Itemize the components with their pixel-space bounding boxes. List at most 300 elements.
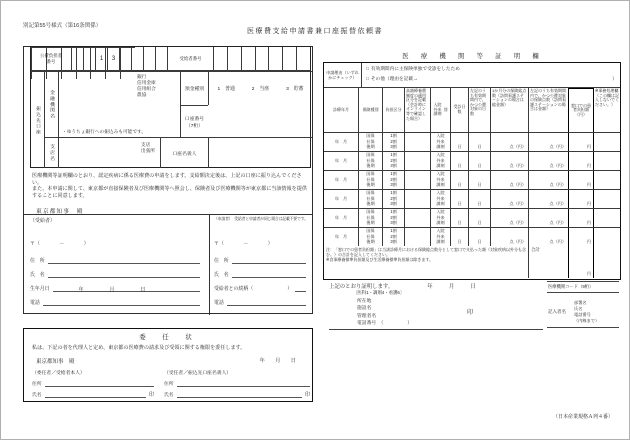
insurance-option: 国保 (366, 133, 375, 138)
care-option: 入院 (436, 190, 445, 195)
eligible-points-cell[interactable] (528, 228, 568, 246)
public-payer-digit-cell[interactable]: 3 (107, 47, 119, 70)
name-label: 氏 名 (30, 273, 45, 278)
reason-option-2[interactable] (366, 76, 418, 82)
eligible-days-cell[interactable] (468, 190, 490, 208)
office-use-cell (594, 228, 620, 246)
care-option: 調剤 (436, 239, 445, 245)
delegator-header: （委任者／受給者本人） (32, 371, 85, 376)
col-insurance-type: 保険種別 (358, 88, 382, 132)
kogaku-category-cell[interactable] (404, 171, 430, 189)
note-line: ※食事療養標準負担額及び生活療養標準負担額は除きます。 (326, 257, 434, 263)
eligible-days-cell[interactable] (468, 228, 490, 246)
reason-option-1[interactable] (366, 66, 460, 72)
burden-option: 1割 (390, 190, 397, 195)
postal-label: 〒（ － ） (214, 242, 273, 247)
burden-option: 3割 (390, 144, 397, 150)
recipient-digit-cell[interactable] (268, 47, 282, 70)
recipient-header: （受給者） (30, 218, 56, 224)
point-unit: 点（円） (549, 201, 566, 207)
applicant-column (214, 216, 310, 315)
burden-option: 3割 (390, 239, 397, 245)
total-points-cell[interactable] (490, 209, 528, 227)
number-row (31, 47, 310, 71)
paper-size-note: （日本産業規格Ａ列４番） (552, 414, 613, 420)
certification-month-row (324, 189, 620, 208)
seal-mark: 印 (304, 392, 310, 398)
reason-text: 有効期間内に主保険単独で受診をしたため (370, 66, 460, 71)
recipient-number-label: 受給者番号 (167, 47, 213, 70)
insurance-option: 国保 (366, 171, 375, 176)
seal-mark: 印 (148, 392, 154, 398)
office-use-cell (594, 171, 620, 189)
visit-days-cell[interactable] (450, 190, 468, 208)
care-option: 調剤 (436, 182, 445, 188)
year-unit: 年 (78, 288, 84, 293)
burden-option: 3割 (390, 201, 397, 207)
checkbox-icon[interactable]: □ (366, 76, 369, 81)
point-unit: 点（円） (509, 239, 526, 245)
treatment-month-cell[interactable]: 年 月 (334, 139, 348, 145)
insurance-option: 後期 (366, 182, 375, 188)
form-code: 別記第55号様式（第16条関係） (23, 23, 102, 29)
burden-option: 3割 (390, 220, 397, 226)
insurance-option: 国保 (366, 209, 375, 214)
kogaku-category-cell[interactable] (404, 228, 430, 246)
medical-code-field[interactable]: 医療機関コード（9桁） (547, 282, 619, 293)
col-treatment-month: 診療年月 (333, 106, 349, 112)
care-option: 入院 (436, 152, 445, 157)
divider (24, 214, 312, 215)
insurance-type-cell[interactable] (358, 190, 382, 208)
eligible-days-cell[interactable] (468, 133, 490, 151)
writer-block (547, 293, 619, 328)
transfer-account-label: 振込先口座 (31, 71, 44, 168)
address-label: 住 所 (30, 259, 45, 264)
application-reason-row (324, 63, 620, 87)
col-patient-payment: 窓口での患者負担額（円） (568, 88, 594, 132)
certify-statement (329, 282, 476, 290)
insurance-type-cell[interactable] (358, 171, 382, 189)
poa-governor-line: 東京都知事 殿 (36, 359, 75, 365)
office-use-footer-cell (594, 246, 620, 278)
visit-days-cell[interactable] (450, 228, 468, 246)
day-unit: 日 (457, 182, 462, 188)
writer-label: 記入者名 (548, 309, 566, 315)
col-office-use: ※事務処理欄（この欄は記入しないでください。） (595, 88, 619, 107)
insurance-type-cell[interactable] (358, 209, 382, 227)
eligible-days-cell[interactable] (468, 152, 490, 170)
patient-payment-cell[interactable] (568, 209, 594, 227)
divider (209, 214, 210, 315)
facility-block (357, 298, 412, 328)
insurance-type-cell[interactable] (358, 152, 382, 170)
reason-text: その他（理由を記載→ (370, 76, 418, 81)
branch-name-label: 支店名 (44, 137, 58, 168)
public-payer-digit-cell[interactable] (119, 47, 131, 70)
burden-option: 2割 (390, 176, 397, 182)
governor-address-line: 東京都知事 殿 (36, 209, 84, 215)
account-holder-field[interactable] (208, 137, 312, 168)
care-option: 外来 (436, 195, 445, 201)
facility-manager-field[interactable]: 管理者名 (357, 313, 377, 319)
branch-type: 出張所 (140, 148, 155, 154)
eligible-points-cell[interactable] (528, 209, 568, 227)
payment-note (324, 246, 528, 278)
writer-ext-note: （内線まで） (574, 318, 600, 324)
total-label-cell: 合計 (528, 246, 568, 278)
eligible-points-cell[interactable] (528, 152, 568, 170)
care-type-option: 外来 (433, 106, 442, 112)
point-unit: 点（円） (549, 163, 566, 169)
month-unit: 月 (109, 288, 115, 293)
insurance-option: 後期 (366, 220, 375, 226)
kogaku-category-cell[interactable] (404, 190, 430, 208)
kogaku-category-cell[interactable] (404, 209, 430, 227)
insurance-type-cell[interactable] (358, 133, 382, 151)
writer-name-field[interactable]: 氏名 (574, 306, 583, 312)
care-option: 外来 (436, 233, 445, 239)
institution-type: 信用金庫 (137, 79, 156, 85)
poa-date-field[interactable]: 年 月 日 (259, 358, 296, 364)
account-number-label: 口座番号（7桁） (180, 105, 208, 137)
name-label: 氏名 (164, 393, 174, 398)
reason-close-paren: ） (612, 76, 617, 81)
eligible-days-cell[interactable] (468, 209, 490, 227)
divider (329, 329, 543, 330)
institution-type: 銀行 (137, 74, 147, 79)
poa-body-text: 私は、下記の者を代理人と定め、東京都の医療費の請求及び受領に関する権限を委任します。 (32, 345, 246, 351)
burden-option: 2割 (390, 157, 397, 163)
total-amount-cell[interactable] (568, 246, 594, 278)
note-line: 注：「窓口での患者負担額」は当該診療月における保険総点数分として窓口で支払った額（対象疾病以外分も含む。）の合計を記入してください。 (326, 247, 526, 258)
visit-days-cell[interactable] (450, 152, 468, 170)
day-unit: 日 (477, 220, 482, 226)
recipient-digit-cell[interactable] (296, 47, 310, 70)
phone-label: 電話 (214, 301, 224, 306)
writer-dept-field[interactable]: 部署名 (574, 300, 587, 305)
public-payer-digit-cell[interactable] (83, 47, 95, 70)
day-unit: 日 (457, 220, 462, 226)
postal-label: 〒（ － ） (30, 242, 89, 247)
public-payer-digit-cell[interactable] (131, 47, 143, 70)
address-label: 住 所 (214, 259, 229, 264)
recipient-birthdate-field[interactable] (30, 285, 200, 292)
col-visit-days: 受診日数 (450, 88, 468, 132)
care-option: 入院 (436, 228, 445, 233)
yucho-note: ・ゆうちょ銀行への振込みも可能です。 (62, 129, 147, 134)
care-type-option: 調剤 (433, 111, 442, 117)
applicant-address-field[interactable] (214, 257, 306, 264)
point-unit: 点（円） (509, 220, 526, 226)
certification-month-row (324, 151, 620, 170)
recipient-column (30, 216, 204, 315)
care-option: 外来 (436, 176, 445, 182)
applicant-phone-field[interactable] (214, 299, 306, 306)
insurance-type-cell[interactable] (358, 228, 382, 246)
medical-code-block (547, 281, 619, 328)
day-unit: 日 (457, 163, 462, 169)
agent-column (164, 369, 310, 398)
insurance-option: 後期 (366, 144, 375, 150)
reason-label: 申請理由（いずれかにチェック） (324, 63, 362, 87)
seal-mark: 印 (467, 310, 474, 316)
burden-ratio-cell[interactable] (382, 228, 404, 246)
insurance-option: 国保 (366, 228, 375, 233)
point-unit: 点（円） (549, 220, 566, 226)
care-option: 調剤 (436, 220, 445, 226)
branch-type-options (141, 142, 155, 154)
patient-payment-cell[interactable] (568, 171, 594, 189)
certify-text: 上記のとおり証明します。 (329, 284, 394, 290)
eligible-days-cell[interactable] (468, 171, 490, 189)
applicant-postal-field[interactable] (214, 240, 306, 247)
table-footer-row (324, 246, 620, 278)
deposit-type-label: 預金種別 (180, 71, 208, 105)
certification-month-row (324, 208, 620, 227)
office-use-cell (594, 152, 620, 170)
recipient-digit-cell[interactable] (213, 47, 227, 70)
care-type-cell[interactable] (430, 152, 450, 170)
writer-phone-field[interactable]: 電話番号 (574, 312, 591, 318)
facility-location-field[interactable]: 所在地 (357, 299, 372, 304)
delegator-name-field[interactable] (32, 391, 154, 398)
insurance-option: 後期 (366, 163, 375, 169)
treatment-month-cell[interactable]: 年 月 (334, 196, 348, 202)
office-use-cell (594, 209, 620, 227)
day-unit: 日 (457, 239, 462, 245)
branch-type: 支店 (140, 142, 151, 147)
consent-statement (32, 173, 308, 200)
burden-option: 2割 (390, 195, 397, 201)
reason-options (362, 63, 620, 87)
yen-unit: 円 (586, 220, 591, 226)
day-unit: 日 (477, 182, 482, 188)
facility-name-field[interactable]: 施設名 (357, 306, 372, 312)
care-option: 外来 (436, 157, 445, 163)
point-unit: 点（円） (509, 201, 526, 207)
institution-name-field[interactable] (58, 71, 180, 137)
deposit-option: 2 当座 (251, 87, 270, 92)
col-eligible-days: 左記のうち有効期間内で、かつ公費対象の日数 (468, 88, 490, 132)
consent-line: 医療機関等証明欄のとおり、認定疾病に係る医療費の申請をします。支給額決定後は、上記の口座に振り込んでください。 (32, 173, 302, 186)
eligible-points-cell[interactable] (528, 171, 568, 189)
address-label: 住所 (32, 382, 42, 387)
burden-ratio-cell[interactable] (382, 171, 404, 189)
insurance-option: 国保 (366, 190, 375, 195)
care-option: 入院 (436, 133, 445, 138)
care-type-cell[interactable] (430, 171, 450, 189)
kogaku-category-cell[interactable] (404, 152, 430, 170)
day-unit: 日 (477, 144, 482, 150)
care-option: 調剤 (436, 144, 445, 150)
public-payer-digit-cell[interactable] (71, 47, 83, 70)
insurance-option: 国保 (366, 152, 375, 157)
yen-unit: 円 (587, 271, 591, 276)
applicant-name-field[interactable] (214, 271, 306, 278)
branch-name-field[interactable] (58, 137, 160, 168)
yen-unit: 円 (586, 163, 591, 169)
birthdate-label: 生年月日 (30, 287, 50, 292)
yen-unit: 円 (586, 182, 591, 188)
col-burden-ratio: 負担区分 (382, 88, 404, 132)
burden-ratio-cell[interactable] (382, 209, 404, 227)
burden-option: 2割 (390, 138, 397, 144)
treatment-month-cell[interactable]: 年 月 (334, 215, 348, 221)
page-title: 医療費支給申請書兼口座振替依頼書 (247, 28, 383, 35)
insurance-option: 社保 (366, 195, 375, 201)
col-care-type (430, 88, 450, 132)
treatment-month-cell[interactable]: 年 月 (334, 158, 348, 164)
burden-option: 3割 (390, 182, 397, 188)
kogaku-category-cell[interactable] (404, 133, 430, 151)
patient-payment-cell[interactable] (568, 152, 594, 170)
certification-table (323, 62, 621, 280)
patient-payment-cell[interactable] (568, 133, 594, 151)
burden-option: 1割 (390, 152, 397, 157)
deposit-option: 1 普通 (217, 87, 235, 92)
care-option: 調剤 (436, 163, 445, 169)
care-type-cell[interactable] (430, 133, 450, 151)
burden-ratio-cell[interactable] (382, 190, 404, 208)
care-type-suffix: 別 (443, 106, 448, 112)
agent-header: （受任者／振込先口座名義人） (164, 371, 232, 376)
eligible-points-cell[interactable] (528, 133, 568, 151)
certification-month-row (324, 227, 620, 246)
recipient-address-field[interactable] (30, 257, 200, 264)
burden-option: 2割 (390, 214, 397, 220)
care-option: 外来 (436, 214, 445, 220)
recipient-digit-cell[interactable] (255, 47, 269, 70)
applicant-header: （申請者） 受給者と申請者が同じ場合は記載不要です。 (214, 217, 308, 221)
burden-ratio-cell[interactable] (382, 133, 404, 151)
power-of-attorney-section (23, 328, 313, 402)
institution-name-label: 金融機関名 (44, 71, 58, 137)
consent-line: また、本申請に関して、東京都が直接保険者及び医療機関等へ照会し、保険者及び医療機関等が東京都に当該情報を提供することに同意します。 (32, 186, 307, 200)
burden-option: 1割 (390, 133, 397, 138)
certification-month-row (324, 170, 620, 189)
eligible-points-cell[interactable] (528, 190, 568, 208)
care-option: 入院 (436, 171, 445, 176)
public-payer-digit-cell[interactable] (155, 47, 167, 70)
col-kogaku-category: 高額療養費制度の適用区分を記載（会計時にオンライン等で確認した場合） (404, 88, 430, 132)
total-points-cell[interactable] (490, 171, 528, 189)
agent-address-field[interactable] (164, 380, 310, 387)
visit-days-cell[interactable] (450, 209, 468, 227)
insurance-option: 社保 (366, 138, 375, 144)
care-type-cell[interactable] (430, 209, 450, 227)
point-unit: 点（円） (509, 144, 526, 150)
day-unit: 日 (477, 239, 482, 245)
facility-phone-field[interactable]: 電話番号 （ ） (357, 321, 413, 327)
care-option: 調剤 (436, 201, 445, 207)
certify-date-field[interactable]: 年 月 日 (427, 284, 476, 290)
deposit-type-options[interactable] (208, 71, 312, 105)
recipient-digit-cell[interactable] (227, 47, 241, 70)
treatment-month-cell[interactable]: 年 月 (334, 177, 348, 183)
patient-payment-cell[interactable] (568, 190, 594, 208)
burden-option: 1割 (390, 171, 397, 176)
yen-unit: 円 (586, 239, 591, 245)
point-unit: 点（円） (509, 163, 526, 169)
insurance-option: 後期 (366, 239, 375, 245)
recipient-digit-cell[interactable] (241, 47, 255, 70)
burden-ratio-cell[interactable] (382, 152, 404, 170)
institution-type: 信用組合 (137, 85, 156, 91)
poa-title: 委 任 状 (139, 334, 197, 341)
recipient-name-field[interactable] (30, 271, 200, 278)
day-unit: 日 (140, 288, 146, 293)
certification-title: 医 療 機 関 等 証 明 欄 (402, 53, 542, 60)
delegator-address-field[interactable] (32, 380, 154, 387)
care-option: 入院 (436, 209, 445, 214)
total-points-cell[interactable] (490, 190, 528, 208)
col-total-points: 1か月分の保険総点数（訪問看護ステーションの場合は総金額） (490, 88, 528, 132)
public-payer-digit-cell[interactable] (143, 47, 155, 70)
office-use-cell (594, 190, 620, 208)
institution-type: 農協 (137, 91, 147, 97)
insurance-option: 後期 (366, 201, 375, 207)
total-points-cell[interactable] (490, 152, 528, 170)
yen-unit: 円 (586, 144, 591, 150)
bank-account-table (30, 46, 311, 168)
treatment-month-cell[interactable]: 年 月 (334, 234, 348, 240)
visit-days-cell[interactable] (450, 133, 468, 151)
care-type-cell[interactable] (430, 190, 450, 208)
burden-option: 3割 (390, 163, 397, 169)
insurance-option: 社保 (366, 214, 375, 220)
visit-days-cell[interactable] (450, 171, 468, 189)
total-points-cell[interactable] (490, 133, 528, 151)
address-label: 住所 (164, 382, 174, 387)
day-unit: 日 (477, 163, 482, 169)
agent-name-field[interactable] (164, 391, 310, 398)
department-codes: 〔医科1・調剤4・看護6〕 (353, 290, 405, 295)
office-use-cell (594, 133, 620, 151)
recipient-phone-field[interactable] (30, 299, 200, 306)
insurance-option: 社保 (366, 233, 375, 239)
delegator-column (32, 369, 154, 398)
phone-label: 電話 (30, 301, 40, 306)
institution-type-options (137, 74, 156, 98)
applicant-relation-field[interactable] (214, 285, 306, 292)
checkbox-icon[interactable]: □ (366, 66, 369, 71)
name-label: 氏名 (32, 393, 42, 398)
application-section (23, 46, 313, 314)
relation-label: 受給者との続柄（ ） (214, 287, 293, 292)
point-unit: 点（円） (549, 239, 566, 245)
total-points-cell[interactable] (490, 228, 528, 246)
table-header-row (324, 87, 620, 132)
care-type-option: 入院 (433, 102, 442, 108)
yen-unit: 円 (586, 201, 591, 207)
point-unit: 点（円） (549, 144, 566, 150)
account-holder-label: 口座名義人 (160, 137, 208, 168)
burden-option: 2割 (390, 233, 397, 239)
deposit-option: 3 貯蓄 (286, 87, 304, 92)
care-type-cell[interactable] (430, 228, 450, 246)
patient-payment-cell[interactable] (568, 228, 594, 246)
insurance-option: 社保 (366, 176, 375, 182)
recipient-postal-field[interactable] (30, 240, 200, 247)
recipient-digit-cell[interactable] (282, 47, 296, 70)
public-payer-digit-cell[interactable]: 1 (95, 47, 107, 70)
day-unit: 日 (457, 144, 462, 150)
point-unit: 点（円） (549, 182, 566, 188)
day-unit: 日 (457, 201, 462, 207)
care-option: 外来 (436, 138, 445, 144)
certification-month-row (324, 132, 620, 151)
